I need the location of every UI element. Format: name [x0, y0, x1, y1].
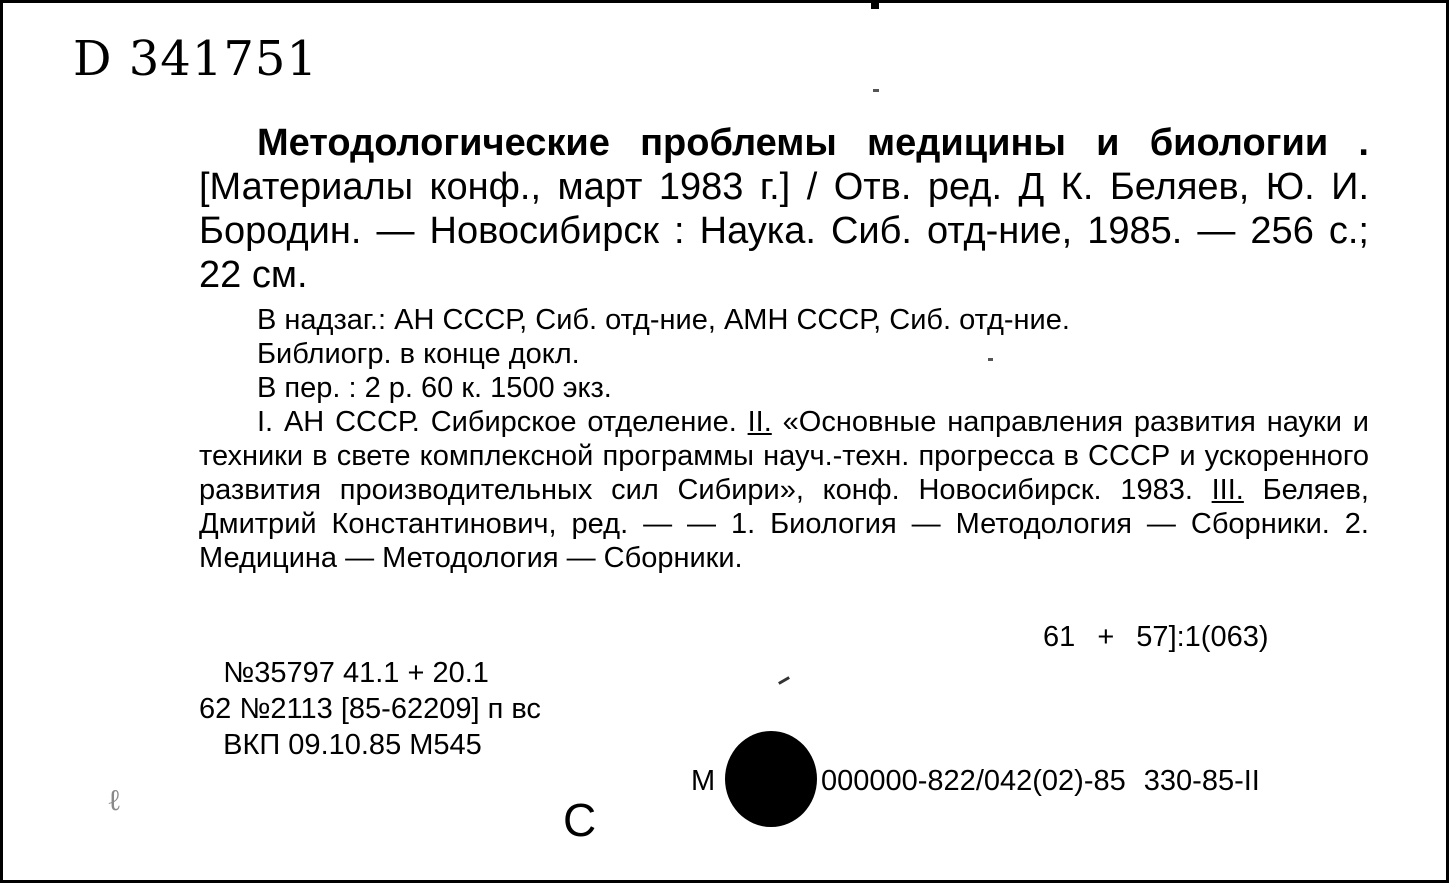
ink-blot	[725, 731, 817, 827]
tracing-part-b: «Основные направления развития науки и техники в свете комплексной программы науч.-техн. прогресса в СССР и ускоренного развития производительных сил Сибири», конф. Новосибирск. 1983.	[199, 406, 1369, 506]
bibliographic-entry	[199, 121, 1369, 297]
speck	[873, 89, 879, 92]
handwritten-mark: ℓ	[107, 783, 122, 818]
speck	[988, 358, 993, 361]
code-prefix: М	[691, 765, 716, 797]
note-price: В пер. : 2 р. 60 к. 1500 экз.	[257, 372, 612, 404]
registry-row: 62 №2113 [85-62209] п вс	[199, 693, 541, 725]
notes-block	[199, 303, 1369, 575]
tracing-roman-ii: II.	[747, 406, 772, 438]
registry-row: ВКП 09.10.85 М545	[199, 729, 482, 761]
card-letter: С	[563, 794, 597, 846]
note-header-org: В надзаг.: АН СССР, Сиб. отд-ние, АМН СССР, Сиб. отд-ние.	[257, 304, 1070, 336]
code-tail: 000000-822/042(02)-85 330-85-II	[821, 765, 1260, 797]
tracing-part-a: I. АН СССР. Сибирское отделение.	[257, 406, 748, 438]
shelfmark: D 341751	[73, 31, 318, 87]
entry-body: [Материалы конф., март 1983 г.] / Отв. ред. Д К. Беляев, Ю. И. Бородин. — Новосибирск : Наука. Сиб. отд-ние, 1985. — 256 с.; 22 см.	[199, 166, 1369, 296]
registry-block	[199, 655, 541, 763]
udc-code: 61 + 57]:1(063)	[1043, 621, 1269, 653]
tracing-roman-iii: III.	[1211, 474, 1244, 506]
tracings	[199, 405, 1369, 575]
speck	[778, 676, 790, 685]
note-bibliography: Библиогр. в конце докл.	[257, 338, 580, 370]
tracing-part-c: Беляев, Дмитрий Константинович, ред. — — 1. Биология — Методология — Сборники. 2. Медицина — Методология — Сборники.	[199, 474, 1369, 574]
registry-row: №35797 41.1 + 20.1	[199, 657, 489, 689]
edge-mark	[871, 3, 879, 9]
entry-title: Методологические проблемы медицины и биологии .	[257, 122, 1369, 164]
